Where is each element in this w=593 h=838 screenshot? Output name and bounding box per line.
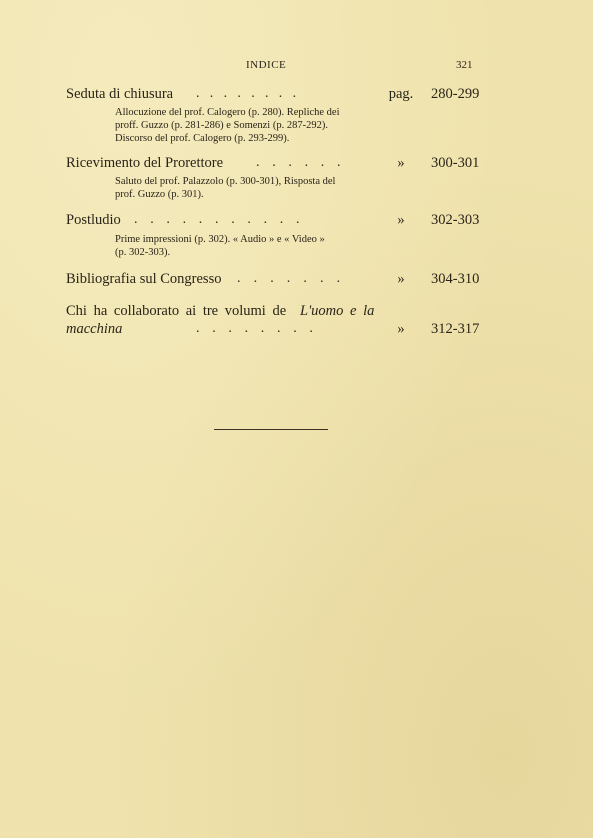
section-divider	[214, 429, 328, 430]
description-line: Discorso del prof. Calogero (p. 293-299).	[115, 133, 290, 144]
toc-entry-pages: 302-303	[431, 212, 480, 228]
running-title: INDICE	[246, 59, 287, 71]
description-line: Allocuzione del prof. Calogero (p. 280). Repliche dei	[115, 107, 340, 118]
toc-entry-title-italic: L'uomo e la	[300, 303, 375, 319]
toc-entry-pages: 304-310	[431, 271, 480, 287]
toc-entry-ref: »	[397, 155, 405, 171]
toc-entry-title: Ricevimento del Prorettore	[66, 155, 224, 171]
toc-entry-pages: 280-299	[431, 86, 480, 102]
toc-entry-title-italic: macchina	[66, 321, 123, 337]
running-head	[0, 59, 593, 75]
toc-entry-line	[66, 211, 480, 229]
toc-entry-line	[66, 85, 480, 103]
toc-entry-line	[66, 270, 480, 288]
page-number: 321	[456, 59, 473, 71]
toc-entry-title: Seduta di chiusura	[66, 86, 174, 102]
toc-entry-title: Chi ha collaborato ai tre volumi de	[66, 303, 287, 319]
description-line: Prime impressioni (p. 302). « Audio » e « Video »	[115, 234, 325, 245]
description-line: prof. Guzzo (p. 301).	[115, 189, 204, 200]
toc-entry	[66, 85, 480, 145]
leader-dots: . . . . . .	[256, 155, 346, 170]
toc-entry-line	[66, 154, 480, 172]
toc-entry-pages: 312-317	[431, 321, 480, 337]
leader-dots: . . . . . . .	[237, 271, 345, 286]
description-line: proff. Guzzo (p. 281-286) e Somenzi (p. 287-292).	[115, 120, 328, 131]
toc-entry	[66, 211, 480, 259]
toc-entry-pages: 300-301	[431, 155, 480, 171]
description-line: Saluto del prof. Palazzolo (p. 300-301), Risposta del	[115, 176, 336, 187]
toc-entry-line	[66, 302, 476, 320]
toc-entry-title: Postludio	[66, 212, 121, 228]
toc-entry-title: Bibliografia sul Congresso	[66, 271, 222, 287]
leader-dots: . . . . . . . .	[196, 86, 300, 101]
toc-entry-description	[115, 106, 375, 145]
toc-entry-ref: »	[397, 321, 405, 337]
toc-entry	[66, 270, 480, 288]
toc-entry-line	[66, 320, 480, 338]
toc-entry	[66, 302, 480, 338]
toc-entry-ref: pag.	[388, 86, 414, 102]
toc-entry-description	[115, 175, 375, 201]
toc-entry-ref: »	[397, 271, 405, 287]
leader-dots: . . . . . . . . . . .	[134, 212, 305, 227]
description-line: (p. 302-303).	[115, 247, 171, 258]
toc-entry-ref: »	[397, 212, 405, 228]
toc-entry	[66, 154, 480, 201]
toc-entry-description	[115, 233, 375, 259]
leader-dots: . . . . . . . .	[196, 321, 318, 336]
